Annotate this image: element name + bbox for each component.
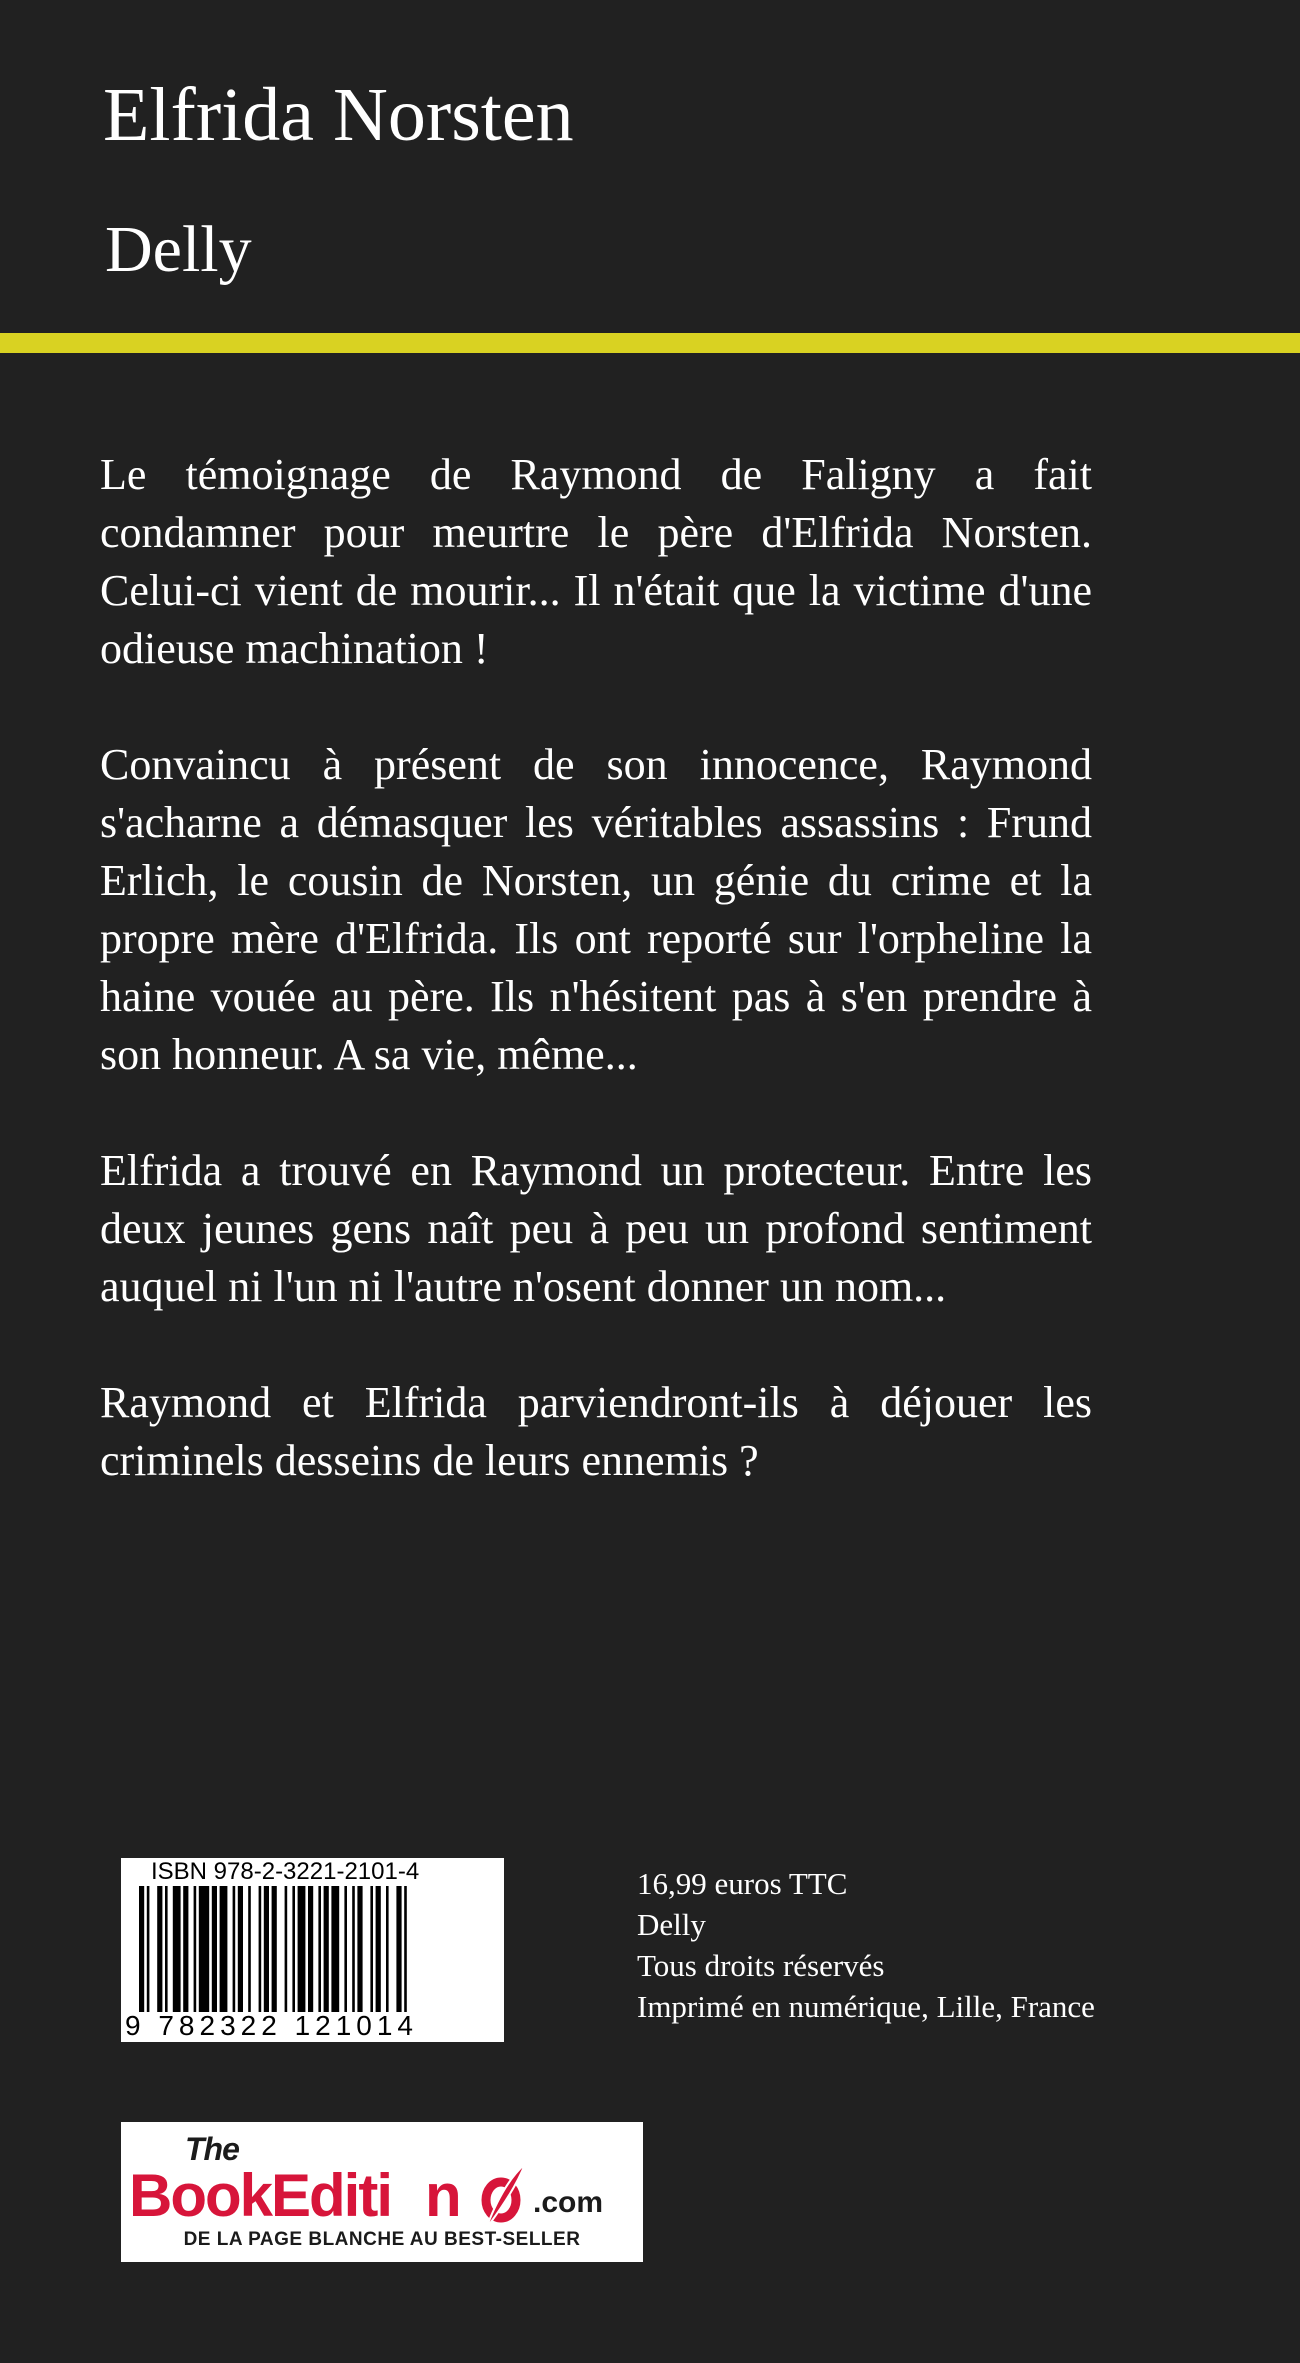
logo-brand [129, 2164, 460, 2228]
print-location: Imprimé en numérique, Lille, France [637, 1989, 1095, 2024]
isbn-label: ISBN 978-2-3221-2101-4 [151, 1858, 420, 1885]
barcode-bar [147, 1886, 150, 2012]
barcode-bar [194, 1886, 197, 2012]
barcode-bar [352, 1886, 355, 2012]
isbn-barcode [121, 1858, 504, 2042]
barcode-bar [212, 1886, 217, 2012]
price: 16,99 euros TTC [637, 1866, 848, 1901]
barcode-digits: 9 782322 121014 [125, 2010, 418, 2041]
barcode-bar [298, 1886, 306, 2012]
barcode-bar [139, 1886, 144, 2012]
barcode-bar [248, 1886, 251, 2012]
barcode-bar [157, 1886, 162, 2012]
barcode-bars [139, 1886, 489, 2012]
barcode-bar [220, 1886, 228, 2012]
bookedition-logo [121, 2122, 643, 2262]
barcode-bar [396, 1886, 401, 2012]
barcode-bar [238, 1886, 243, 2012]
quill-icon [479, 2160, 527, 2230]
barcode-bar [344, 1886, 347, 2012]
barcode-bar [173, 1886, 181, 2012]
rights-notice: Tous droits réservés [637, 1948, 885, 1983]
author-name: Delly [105, 213, 252, 286]
barcode-bar [318, 1886, 321, 2012]
barcode-bar [386, 1886, 389, 2012]
barcode-bar [308, 1886, 313, 2012]
barcode-bar [370, 1886, 373, 2012]
logo-dotcom: .com [533, 2186, 604, 2219]
back-cover-blurb [100, 446, 1092, 1490]
logo-brand-end: n [425, 2162, 460, 2229]
barcode-bar [285, 1886, 288, 2012]
barcode-bar [264, 1886, 269, 2012]
logo-tagline: DE LA PAGE BLANCHE AU BEST-SELLER [183, 2229, 581, 2250]
barcode-bar [272, 1886, 277, 2012]
blurb-paragraph: Raymond et Elfrida parviendront-ils à déjouer les criminels desseins de leurs ennemis ? [100, 1378, 1092, 1485]
book-title: Elfrida Norsten [103, 73, 574, 157]
logo-the: The [185, 2131, 239, 2167]
publisher-author: Delly [637, 1907, 706, 1942]
barcode-bar [404, 1886, 407, 2012]
barcode-bar [233, 1886, 236, 2012]
barcode-bar [292, 1886, 295, 2012]
publication-info [637, 1863, 1095, 2027]
blurb-paragraph: Le témoignage de Raymond de Faligny a fait condamner pour meurtre le père d'Elfrida Norsten. Celui-ci vient de mourir... Il n'était que la victime d'une odieuse machination ! [100, 450, 1092, 673]
barcode-bar [376, 1886, 381, 2012]
barcode-bar [199, 1886, 209, 2012]
logo-brand-text: BookEditi [129, 2162, 391, 2229]
barcode-bar [183, 1886, 188, 2012]
barcode-bar [165, 1886, 168, 2012]
barcode-bar [324, 1886, 329, 2012]
blurb-paragraph: Elfrida a trouvé en Raymond un protecteur. Entre les deux jeunes gens naît peu à peu un profond sentiment auquel ni l'un ni l'autre n'osent donner un nom... [100, 1146, 1092, 1311]
blurb-paragraph: Convaincu à présent de son innocence, Raymond s'acharne a démasquer les véritables assassins : Frund Erlich, le cousin de Norsten, un génie du crime et la propre mère d'Elfrida. Ils ont reporté sur l'orpheline la haine vouée au père. Ils n'hésitent pas à s'en prendre à son honneur. A sa vie, même... [100, 740, 1092, 1079]
barcode-bar [259, 1886, 262, 2012]
yellow-divider [0, 333, 1300, 353]
barcode-bar [357, 1886, 362, 2012]
barcode-bar [331, 1886, 339, 2012]
